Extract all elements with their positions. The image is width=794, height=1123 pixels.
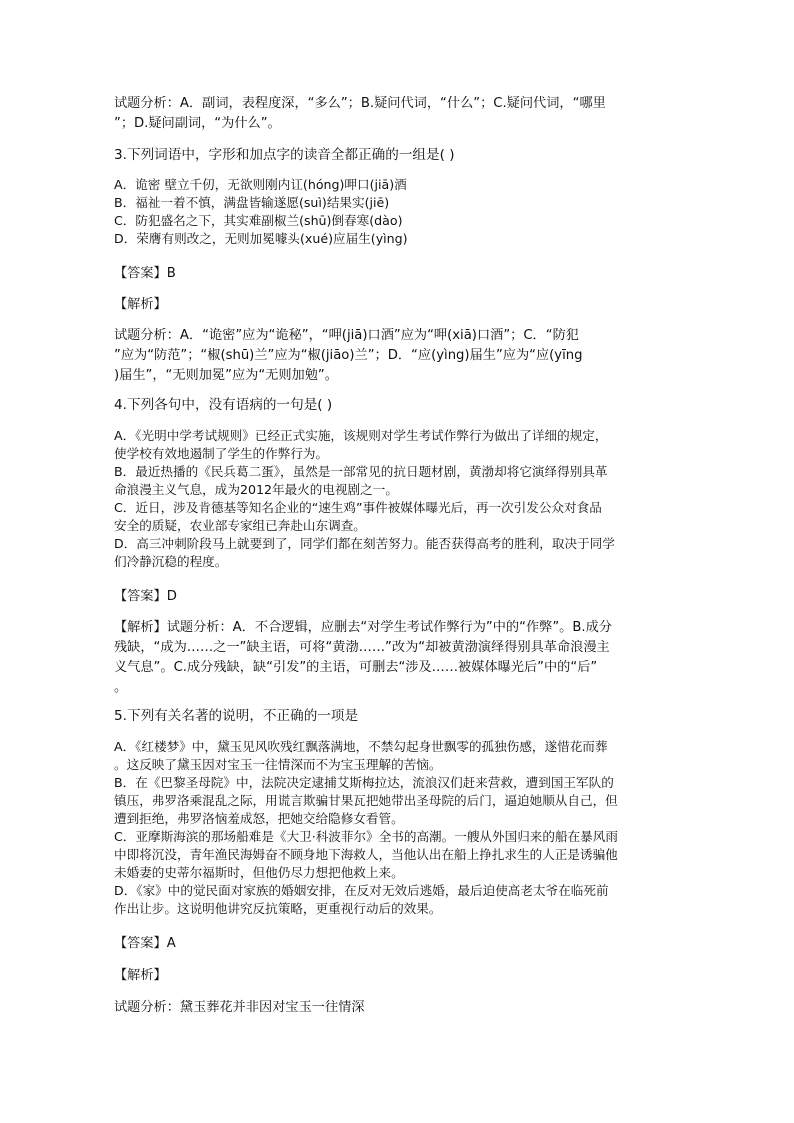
text-line: 义气息”。C.成分残缺，缺“引发”的主语，可删去“涉及……被媒体曝光后”中的“后” (114, 660, 598, 675)
option-line: 安全的质疑，农业部专家组已奔赴山东调查。 (114, 518, 366, 533)
top-analysis (114, 94, 684, 134)
option-line: 未婚妻的史蒂尔福斯时，但他仍尽力想把他救上来。 (114, 865, 404, 880)
option-line: B．福祉一着不慎，满盘皆输遂愿(suì)结果实(jiē) (114, 195, 390, 210)
option-line: C．亚摩斯海滨的那场船难是《大卫·科波菲尔》全书的高潮。一艘从外国归来的船在暴风雨 (114, 829, 618, 844)
option-line: A．《红楼梦》中，黛玉见风吹残红飘落满地，不禁勾起身世飘零的孤独伤感，遂惜花而葬 (114, 739, 608, 754)
q5-answer: 【答案】A (114, 936, 176, 951)
q3-options (114, 176, 684, 248)
option-line: D．荣膺有则改之，无则加冕噱头(xué)应届生(yìng) (114, 231, 408, 246)
q5-options (114, 738, 684, 918)
option-line: 镇压，弗罗洛乘混乱之际，用谎言欺骗甘果瓦把她带出圣母院的后门，逼迫她顺从自己，但 (114, 793, 618, 808)
text-line: 试题分析：A．副词，表程度深，“多么”；B.疑问代词，“什么”；C.疑问代词，“哪里 (114, 96, 606, 111)
option-line: B．最近热播的《民兵葛二蛋》，虽然是一部常见的抗日题材剧，黄渤却将它演绎得别具革 (114, 464, 608, 479)
option-line: 。这反映了黛玉因对宝玉一往情深而不为宝玉理解的苦恼。 (114, 757, 442, 772)
option-line: 遭到拒绝，弗罗洛恼羞成怒，把她交给隐修女看管。 (114, 811, 404, 826)
text-line: 【解析】试题分析：A．不合逻辑，应删去“对学生考试作弊行为”中的“作弊”。B.成分 (114, 620, 612, 635)
text-line: 试题分析：黛玉葬花并非因对宝玉一往情深 (114, 1000, 365, 1015)
option-line: C．防犯盛名之下，其实难副椒兰(shū)倒春寒(dào) (114, 213, 403, 228)
option-line: B．在《巴黎圣母院》中，法院决定逮捕艾斯梅拉达，流浪汉们赶来营救，遭到国王军队的 (114, 775, 614, 790)
q3-stem: 3.下列词语中，字形和加点字的读音全都正确的一组是( ) (114, 147, 455, 163)
option-line: C．近日，涉及肯德基等知名企业的“速生鸡”事件被媒体曝光后，再一次引发公众对食品 (114, 500, 602, 515)
q4-stem: 4.下列各句中，没有语病的一句是( ) (114, 397, 333, 413)
q4-analysis (114, 618, 684, 698)
text-line: ”应为“防范”；“椒(shū)兰”应为“椒(jiāo)兰”；D．“应(yìng)届生”应为“应(yīng (114, 348, 583, 363)
text-line: ”；D.疑问副词，“为什么”。 (114, 116, 281, 131)
option-line: 们冷静沉稳的程度。 (114, 554, 228, 569)
q5-analysis-label: 【解析】 (114, 968, 167, 983)
text-line: 。 (114, 680, 128, 695)
q5-analysis (114, 998, 684, 1018)
option-line: D．《家》中的觉民面对家族的婚姻安排，在反对无效后逃婚，最后迫使高老太爷在临死前 (114, 883, 609, 898)
q5-stem: 5.下列有关名著的说明，不正确的一项是 (114, 708, 359, 724)
option-line: D．高三冲刺阶段马上就要到了，同学们都在刻苦努力。能否获得高考的胜利，取决于同学 (114, 536, 615, 551)
option-line: 使学校有效地遏制了学生的作弊行为。 (114, 446, 329, 461)
q3-analysis-label: 【解析】 (114, 297, 167, 312)
q4-answer: 【答案】D (114, 589, 177, 604)
option-line: A．《光明中学考试规则》已经正式实施，该规则对学生考试作弊行为做出了详细的规定， (114, 428, 608, 443)
option-line: 中即将沉没，青年渔民海姆奋不顾身地下海救人，当他认出在船上挣扎求生的人正是诱骗他 (114, 847, 618, 862)
q4-options (114, 427, 684, 571)
option-line: A．诡密 壁立千仞，无欲则刚内讧(hóng)呷口(jiā)酒 (114, 177, 407, 192)
text-line: )届生”，“无则加冕”应为“无则加勉”。 (114, 368, 338, 383)
option-line: 命浪漫主义气息，成为2012年最火的电视剧之一。 (114, 482, 398, 497)
text-line: 残缺，“成为……之一”缺主语，可将“黄渤……”改为“却被黄渤演绎得别具革命浪漫主 (114, 640, 610, 655)
q3-analysis (114, 326, 684, 386)
q3-answer: 【答案】B (114, 266, 176, 281)
text-line: 试题分析：A．“诡密”应为“诡秘”，“呷(jiā)口酒”应为“呷(xiā)口酒”；C．“防犯 (114, 328, 579, 343)
option-line: 作出让步。这说明他讲究反抗策略，更重视行动后的效果。 (114, 901, 442, 916)
